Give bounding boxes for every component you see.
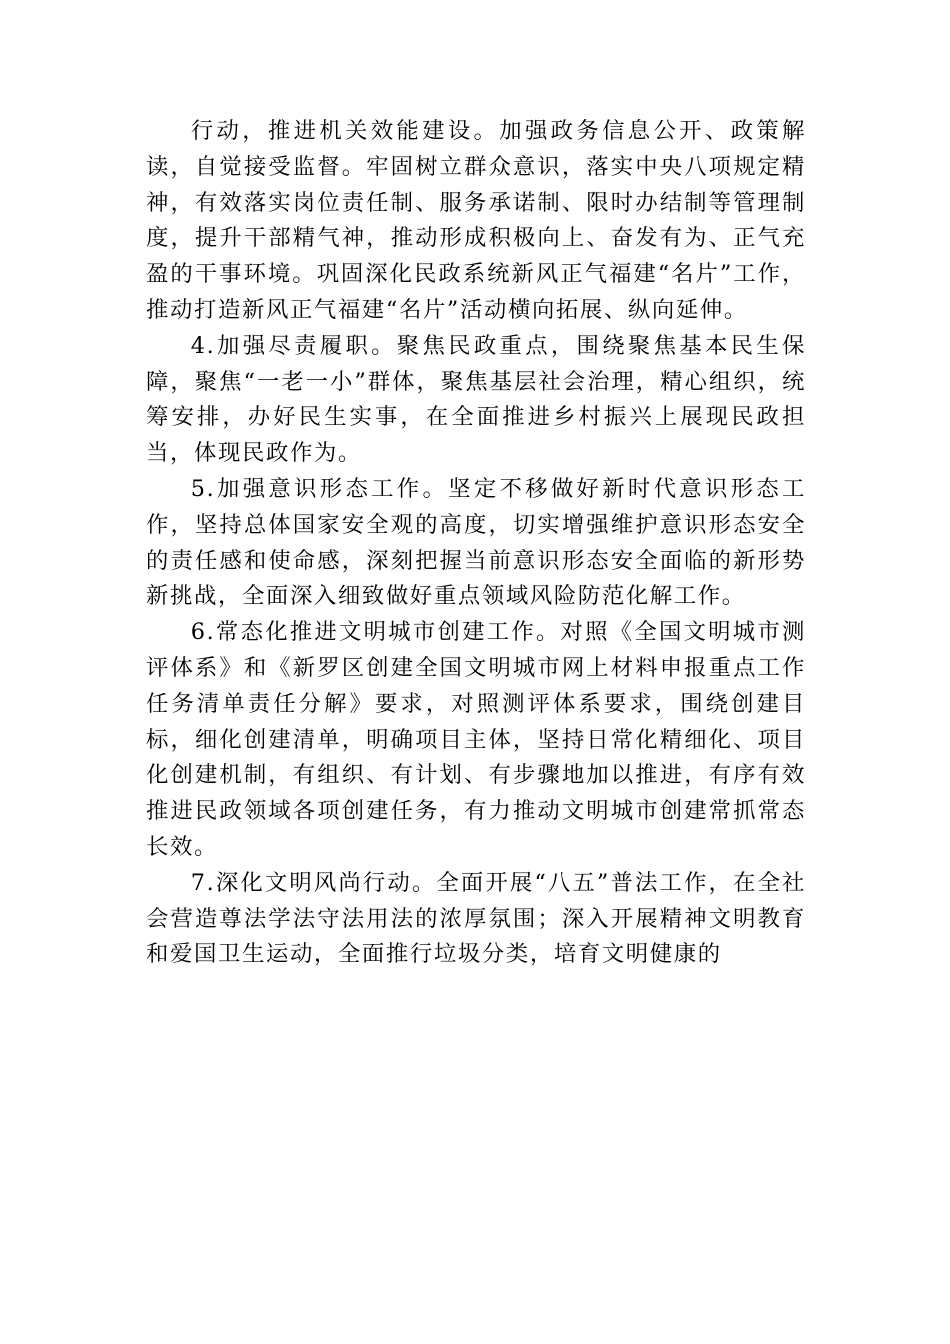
paragraph-item-4: 4.加强尽责履职。聚焦民政重点，围绕聚焦基本民生保障，聚焦“一老一小”群体，聚焦基层社会治理，精心组织，统筹安排，办好民生实事，在全面推进乡村振兴上展现民政担当，体现民政作为。	[146, 332, 806, 467]
paragraph-item-7: 7.深化文明风尚行动。全面开展“八五”普法工作，在全社会营造尊法学法守法用法的浓厚氛围；深入开展精神文明教育和爱国卫生运动，全面推行垃圾分类，培育文明健康的	[146, 869, 806, 968]
paragraph-continuation: 行动，推进机关效能建设。加强政务信息公开、政策解读，自觉接受监督。牢固树立群众意识，落实中央八项规定精神，有效落实岗位责任制、服务承诺制、限时办结制等管理制度，提升干部精气神，推动形成积极向上、奋发有为、正气充盈的干事环境。巩固深化民政系统新风正气福建“名片”工作，推动打造新风正气福建“名片”活动横向拓展、纵向延伸。	[146, 118, 806, 323]
paragraph-item-5: 5.加强意识形态工作。坚定不移做好新时代意识形态工作，坚持总体国家安全观的高度，切实增强维护意识形态安全的责任感和使命感，深刻把握当前意识形态安全面临的新形势新挑战，全面深入细致做好重点领域风险防范化解工作。	[146, 475, 806, 610]
paragraph-item-6: 6.常态化推进文明城市创建工作。对照《全国文明城市测评体系》和《新罗区创建全国文明城市网上材料申报重点工作任务清单责任分解》要求，对照测评体系要求，围绕创建目标，细化创建清单，明确项目主体，坚持日常化精细化、项目化创建机制，有组织、有计划、有步骤地加以推进，有序有效推进民政领域各项创建任务，有力推动文明城市创建常抓常态长效。	[146, 619, 806, 860]
document-body	[146, 114, 806, 973]
